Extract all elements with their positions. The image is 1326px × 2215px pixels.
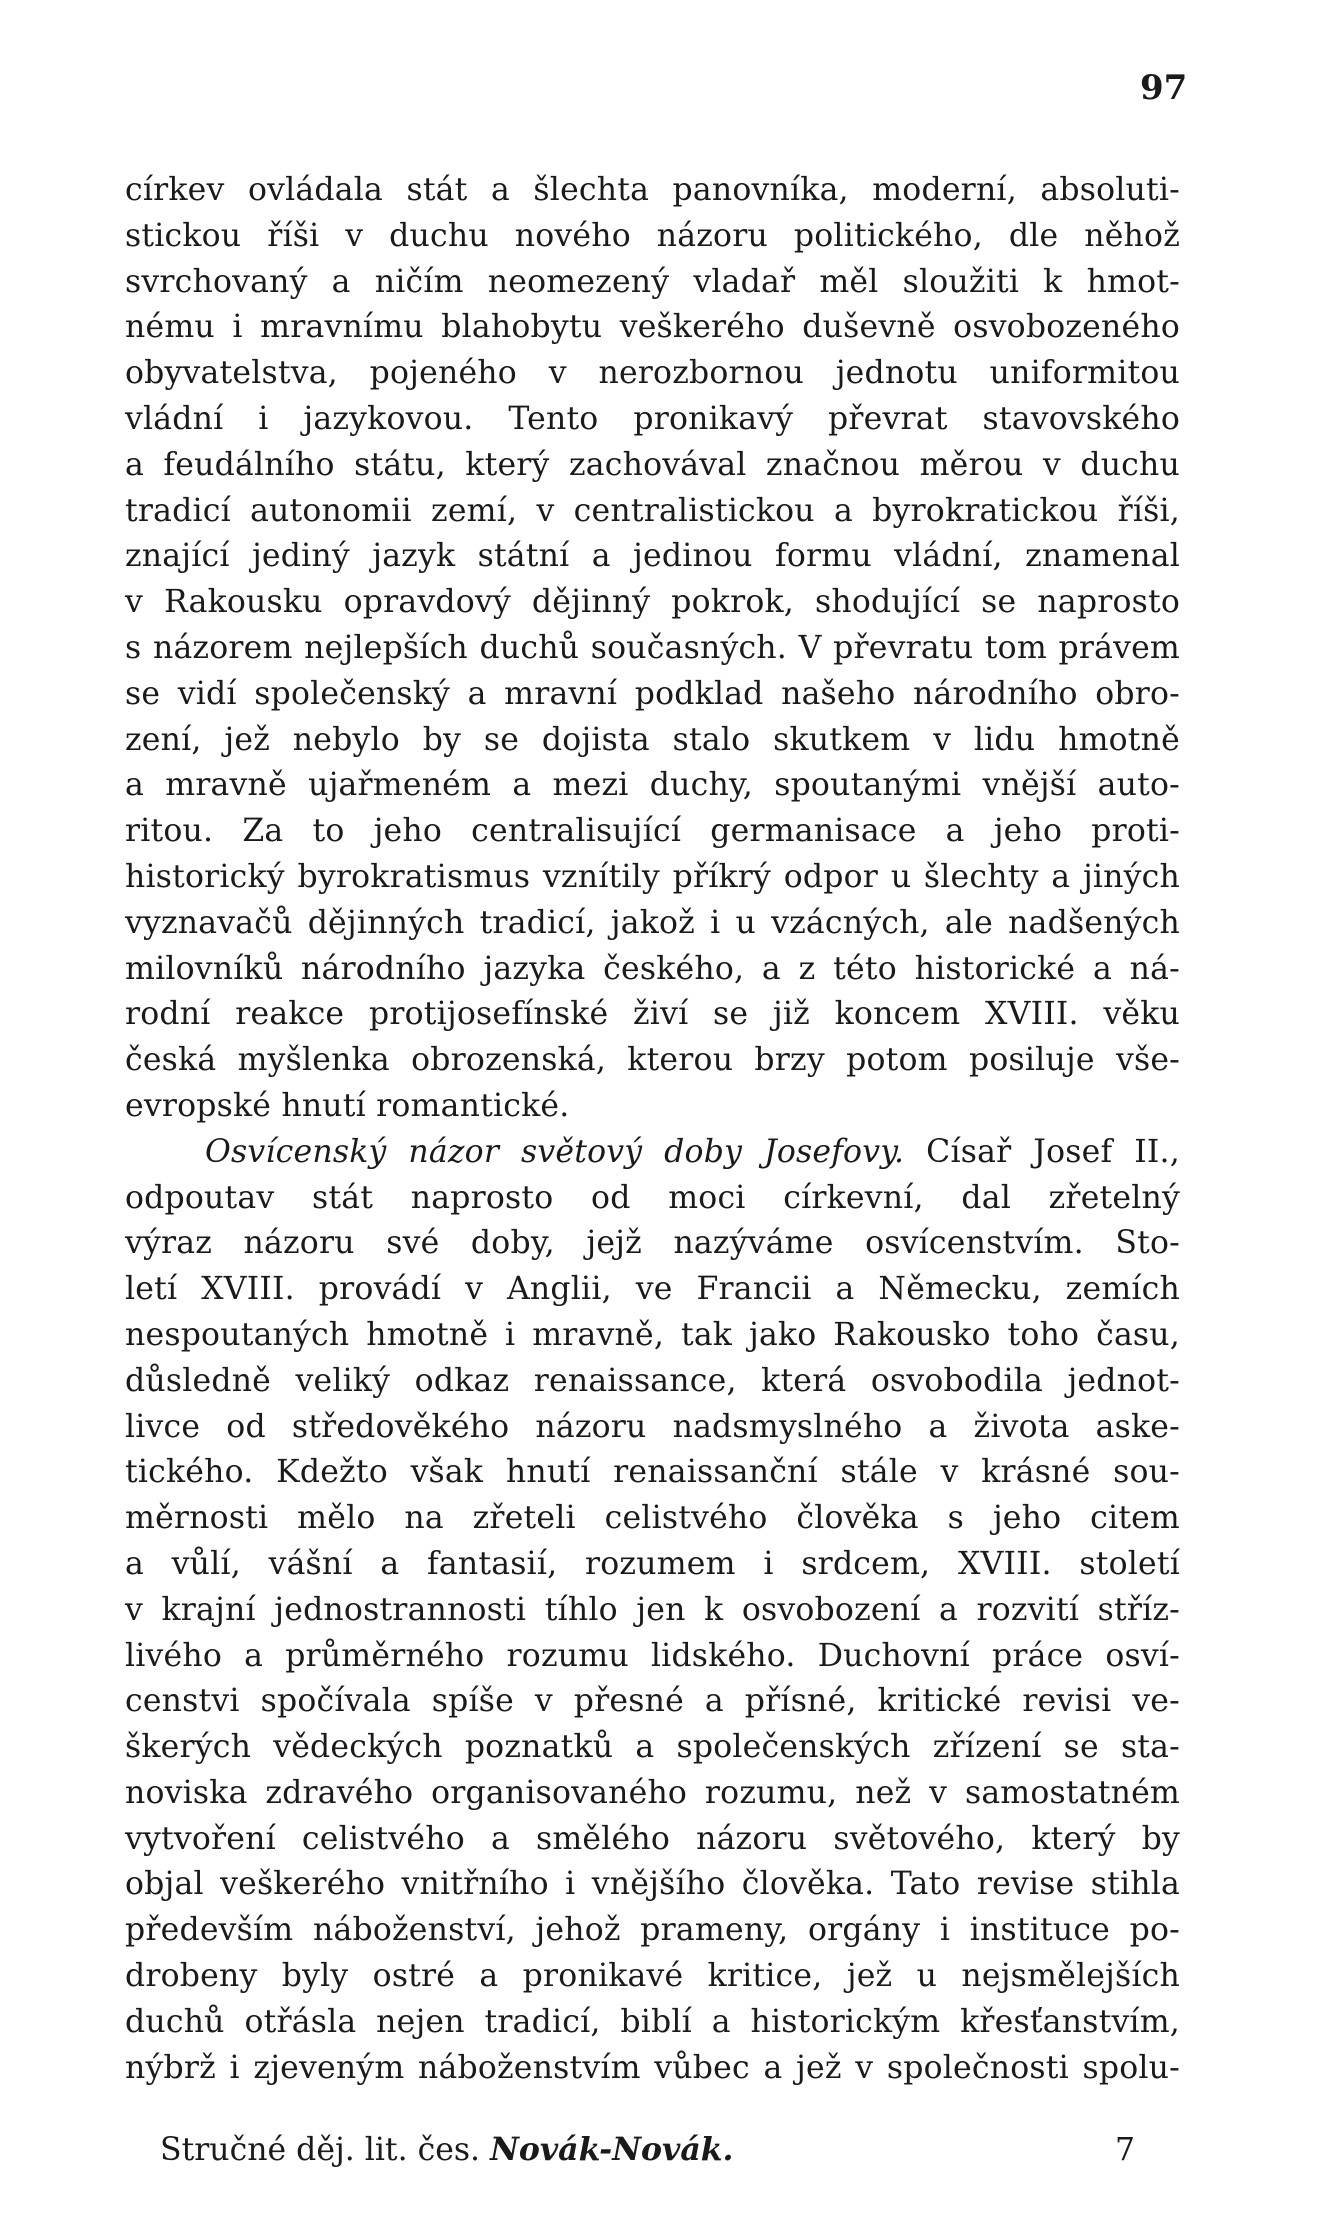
text-line: duchů otřásla nejen tradicí, biblí a historickým křesťanstvím, xyxy=(125,2003,1180,2040)
text-line: tického. Kdežto však hnutí renaissanční stále v krásné sou- xyxy=(125,1454,1180,1491)
text-line: a vůlí, vášní a fantasií, rozumem i srdcem, XVIII. století xyxy=(125,1545,1180,1582)
text-line: tradicí autonomii zemí, v centralistickou a byrokratickou říši, xyxy=(125,492,1180,529)
text-line: odpoutav stát naprosto od moci církevní, dal zřetelný xyxy=(125,1179,1180,1216)
text-line: letí XVIII. provádí v Anglii, ve Francii a Německu, zemích xyxy=(125,1271,1180,1308)
footer-signature xyxy=(160,2128,734,2172)
text-line: nespoutaných hmotně i mravně, tak jako Rakousko toho času, xyxy=(125,1316,1180,1353)
text-line: ritou. Za to jeho centralisující germanisace a jeho proti- xyxy=(125,813,1180,850)
section-heading: Osvícenský názor světový doby Josefovy. xyxy=(205,1133,905,1170)
text-line: s názorem nejlepších duchů současných. V převratu tom právem xyxy=(125,629,1180,666)
text-line: objal veškerého vnitřního i vnějšího člověka. Tato revise stihla xyxy=(125,1866,1180,1903)
text-line: škerých vědeckých poznatků a společenských zřízení se sta- xyxy=(125,1729,1180,1766)
text-line: historický byrokratismus vznítily příkrý odpor u šlechty a jiných xyxy=(125,858,1180,895)
text-line: rodní reakce protijosefínské živí se již koncem XVIII. věku xyxy=(125,996,1180,1033)
text-line: vytvoření celistvého a smělého názoru světového, který by xyxy=(125,1820,1180,1857)
page-body xyxy=(125,168,1180,2091)
text-line: nému i mravnímu blahobytu veškerého duševně osvobozeného xyxy=(125,309,1180,346)
paragraph-1 xyxy=(125,168,1180,1130)
text-line: noviska zdravého organisovaného rozumu, než v samostatném xyxy=(125,1774,1180,1811)
text-line: a feudálního státu, který zachovával značnou měrou v duchu xyxy=(125,446,1180,483)
text-line: obyvatelstva, pojeného v nerozbornou jednotu uniformitou xyxy=(125,355,1180,392)
text-line: livého a průměrného rozumu lidského. Duchovní práce osví- xyxy=(125,1637,1180,1674)
paragraph-2-first-line-text: Císař Josef II., xyxy=(926,1133,1180,1170)
text-line: vládní i jazykovou. Tento pronikavý převrat stavovského xyxy=(125,400,1180,437)
footer-book-title: Stručné děj. lit. čes. xyxy=(160,2132,481,2168)
page-number: 97 xyxy=(1140,68,1188,108)
text-line: v Rakousku opravdový dějinný pokrok, shodující se naprosto xyxy=(125,584,1180,621)
text-line: vyznavačů dějinných tradicí, jakož i u vzácných, ale nadšených xyxy=(125,904,1180,941)
text-line: censtvi spočívala spíše v přesné a přísné, kritické revisi ve- xyxy=(125,1683,1180,1720)
text-line: drobeny byly ostré a pronikavé kritice, jež u nejsmělejších xyxy=(125,1958,1180,1995)
text-line: evropské hnutí romantické. xyxy=(125,1087,570,1124)
paragraph-2 xyxy=(125,1130,1180,2092)
text-line: výraz názoru své doby, jejž nazýváme osvícenstvím. Sto- xyxy=(125,1225,1180,1262)
text-line: milovníků národního jazyka českého, a z této historické a ná- xyxy=(125,950,1180,987)
footer-sheet-number: 7 xyxy=(1114,2132,1135,2168)
text-line: nýbrž i zjeveným náboženstvím vůbec a jež v společnosti spolu- xyxy=(125,2049,1180,2086)
text-line: měrnosti mělo na zřeteli celistvého člověka s jeho citem xyxy=(125,1500,1180,1537)
text-line: stickou říši v duchu nového názoru politického, dle něhož xyxy=(125,217,1180,254)
text-line: a mravně ujařmeném a mezi duchy, spoutanými vnější auto- xyxy=(125,767,1180,804)
text-line: důsledně veliký odkaz renaissance, která osvobodila jednot- xyxy=(125,1362,1180,1399)
text-line: v krajní jednostrannosti tíhlo jen k osvobození a rozvití stříz- xyxy=(125,1591,1180,1628)
text-line: se vidí společenský a mravní podklad našeho národního obro- xyxy=(125,675,1180,712)
paragraph-2-first-line xyxy=(125,1130,1180,1176)
text-line: svrchovaný a ničím neomezený vladař měl sloužiti k hmot- xyxy=(125,263,1180,300)
page-footer xyxy=(160,2128,1135,2172)
text-line: znající jediný jazyk státní a jedinou formu vládní, znamenal xyxy=(125,538,1180,575)
text-line: zení, jež nebylo by se dojista stalo skutkem v lidu hmotně xyxy=(125,721,1180,758)
text-line: livce od středověkého názoru nadsmyslného a života aske- xyxy=(125,1408,1180,1445)
text-line: především náboženství, jehož prameny, orgány i instituce po- xyxy=(125,1912,1180,1949)
footer-authors: Novák-Novák. xyxy=(490,2131,734,2168)
text-line: církev ovládala stát a šlechta panovníka, moderní, absoluti- xyxy=(125,172,1180,208)
text-line: česká myšlenka obrozenská, kterou brzy potom posiluje vše- xyxy=(125,1042,1180,1079)
